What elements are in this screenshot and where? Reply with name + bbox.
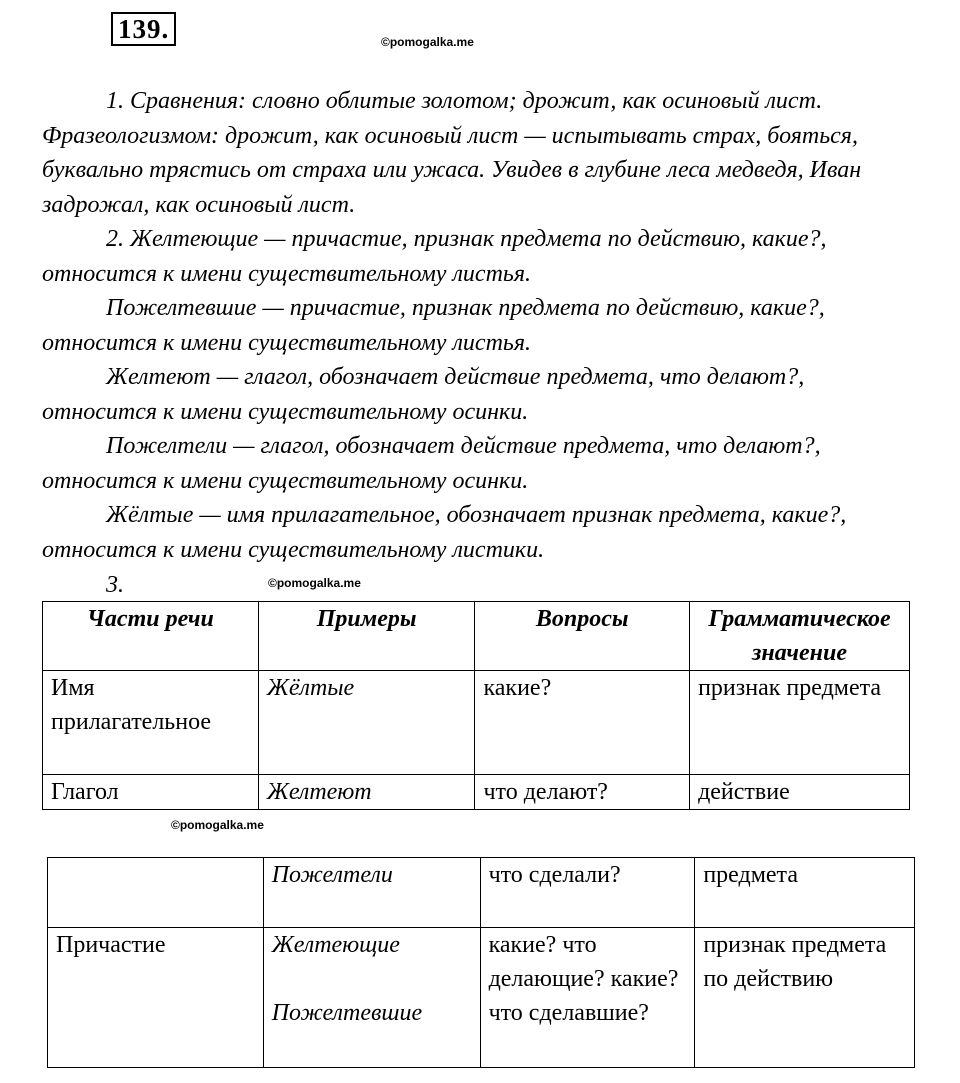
header-cell: Примеры (258, 602, 475, 671)
table-cell: Имя прилагательное (43, 671, 259, 775)
table-cell: предмета (695, 858, 915, 928)
table-row (43, 775, 910, 810)
table-row (48, 928, 915, 1068)
header-cell: Грамматическое значение (690, 602, 910, 671)
table-cell: Глагол (43, 775, 259, 810)
paragraph: 2. Желтеющие — причастие, признак предмета по действию, какие?, относится к имени существительному листья. (42, 226, 827, 287)
table-cell: признак предмета (690, 671, 910, 775)
paragraph: Жёлтые — имя прилагательное, обозначает признак предмета, какие?, относится к имени существительному листики. (42, 502, 847, 563)
table-cell (48, 858, 264, 928)
table-cell: признак предмета по действию (695, 928, 915, 1068)
header-cell: Вопросы (475, 602, 690, 671)
paragraph: Пожелтевшие — причастие, признак предмета по действию, какие?, относится к имени существительному листья. (42, 295, 825, 356)
table-row (48, 858, 915, 928)
example-word: Пожелтевшие (271, 1000, 423, 1026)
table-cell (263, 928, 480, 1068)
table-cell: Желтеют (258, 775, 475, 810)
table-cell: Причастие (48, 928, 264, 1068)
table-cell: какие? (475, 671, 690, 775)
example-word: Желтеющие (271, 932, 400, 958)
table-cell: Пожелтели (263, 858, 480, 928)
task-number: 139. (111, 12, 176, 46)
paragraph: 1. Сравнения: словно облитые золотом; дрожит, как осиновый лист. Фразеологизмом: дрожит, как осиновый лист — испытывать страх, бояться, буквально трястись от страха или ужаса. Увидев в глубине леса медведя, Иван задрожал, как осиновый лист. (42, 88, 862, 218)
paragraph: Желтеют — глагол, обозначает действие предмета, что делают?, относится к имени существительному осинки. (42, 364, 805, 425)
watermark: ©pomogalka.me (268, 576, 361, 590)
participles-table (47, 857, 915, 1068)
table-row (43, 671, 910, 775)
watermark: ©pomogalka.me (171, 818, 264, 832)
table-cell: какие? что делающие? какие? что сделавшие? (480, 928, 695, 1068)
header-cell: Части речи (43, 602, 259, 671)
table-cell: что сделали? (480, 858, 695, 928)
item-3-label: 3. (106, 572, 124, 598)
table-header-row (43, 602, 910, 671)
table-cell: что делают? (475, 775, 690, 810)
table-cell: Жёлтые (258, 671, 475, 775)
watermark: ©pomogalka.me (381, 35, 474, 49)
paragraph: Пожелтели — глагол, обозначает действие предмета, что делают?, относится к имени существительному осинки. (42, 433, 821, 494)
table-cell: действие (690, 775, 910, 810)
parts-of-speech-table (42, 601, 910, 810)
answer-text (42, 84, 922, 567)
